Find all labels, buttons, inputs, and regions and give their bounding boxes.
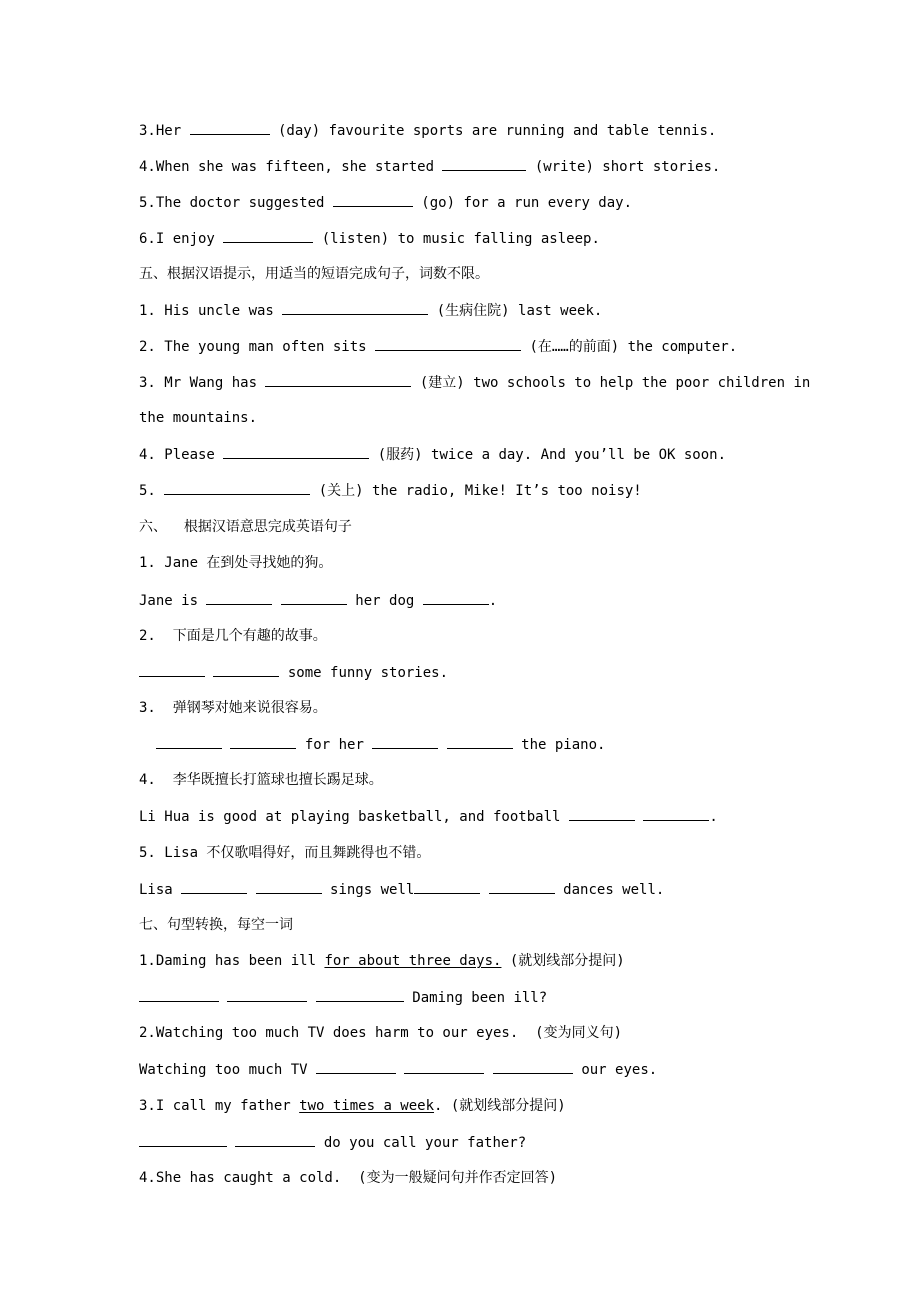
answer-blank[interactable]	[372, 734, 438, 749]
q4-6: 6.I enjoy (listen) to music falling asleep.	[139, 228, 600, 249]
answer-blank[interactable]	[493, 1059, 573, 1074]
answer-blank[interactable]	[206, 590, 272, 605]
answer-blank[interactable]	[139, 987, 219, 1002]
answer-blank[interactable]	[489, 879, 555, 894]
section-heading: 六、 根据汉语意思完成英语句子	[139, 519, 352, 535]
answer-blank[interactable]	[404, 1059, 484, 1074]
answer-blank[interactable]	[316, 987, 404, 1002]
answer-blank[interactable]	[164, 480, 310, 495]
answer-blank[interactable]	[442, 156, 526, 171]
answer-blank[interactable]	[643, 806, 709, 821]
q6-4-chinese: 4. 李华既擅长打篮球也擅长踢足球。	[139, 772, 383, 788]
q6-4-english: Li Hua is good at playing basketball, and football .	[139, 806, 718, 827]
q7-2-answer: Watching too much TV our eyes.	[139, 1059, 657, 1080]
answer-blank[interactable]	[181, 879, 247, 894]
answer-blank[interactable]	[333, 192, 413, 207]
q7-4: 4.She has caught a cold. (变为一般疑问句并作否定回答)	[139, 1170, 558, 1186]
underlined-part: two times a week	[299, 1098, 435, 1114]
answer-blank[interactable]	[223, 228, 313, 243]
answer-blank[interactable]	[569, 806, 635, 821]
section-heading: 七、句型转换，每空一词	[139, 917, 293, 933]
answer-blank[interactable]	[265, 372, 411, 387]
q6-3-english: for her the piano.	[156, 734, 605, 755]
answer-blank[interactable]	[414, 879, 480, 894]
q6-3-chinese: 3. 弹钢琴对她来说很容易。	[139, 700, 327, 716]
q7-3-answer: do you call your father?	[139, 1132, 526, 1153]
q5-1: 1. His uncle was (生病住院) last week.	[139, 300, 602, 321]
answer-blank[interactable]	[447, 734, 513, 749]
q5-5: 5. (关上) the radio, Mike! It’s too noisy!	[139, 480, 642, 501]
q5-4: 4. Please (服药) twice a day. And you’ll be OK soon.	[139, 444, 726, 465]
q4-3: 3.Her (day) favourite sports are running and table tennis.	[139, 120, 716, 141]
q7-1-answer: Daming been ill?	[139, 987, 547, 1008]
q6-1-english: Jane is her dog .	[139, 590, 497, 611]
answer-blank[interactable]	[256, 879, 322, 894]
answer-blank[interactable]	[281, 590, 347, 605]
q6-1-chinese: 1. Jane 在到处寻找她的狗。	[139, 555, 333, 571]
answer-blank[interactable]	[139, 662, 205, 677]
q6-2-chinese: 2. 下面是几个有趣的故事。	[139, 628, 327, 644]
q7-1: 1.Daming has been ill for about three days. (就划线部分提问)	[139, 953, 625, 969]
answer-blank[interactable]	[227, 987, 307, 1002]
answer-blank[interactable]	[223, 444, 369, 459]
q5-3-continued: the mountains.	[139, 410, 258, 426]
q7-2: 2.Watching too much TV does harm to our eyes. (变为同义句)	[139, 1025, 623, 1041]
q5-3: 3. Mr Wang has (建立) two schools to help the poor children in	[139, 372, 810, 393]
answer-blank[interactable]	[282, 300, 428, 315]
section-heading: 五、根据汉语提示，用适当的短语完成句子，词数不限。	[139, 266, 489, 282]
answer-blank[interactable]	[156, 734, 222, 749]
q4-4: 4.When she was fifteen, she started (write) short stories.	[139, 156, 720, 177]
answer-blank[interactable]	[235, 1132, 315, 1147]
answer-blank[interactable]	[375, 336, 521, 351]
answer-blank[interactable]	[230, 734, 296, 749]
answer-blank[interactable]	[213, 662, 279, 677]
q5-2: 2. The young man often sits (在……的前面) the computer.	[139, 336, 737, 357]
answer-blank[interactable]	[316, 1059, 396, 1074]
answer-blank[interactable]	[423, 590, 489, 605]
q7-3: 3.I call my father two times a week. (就划线部分提问)	[139, 1098, 566, 1114]
answer-blank[interactable]	[190, 120, 270, 135]
q6-2-english: some funny stories.	[139, 662, 448, 683]
q6-5-chinese: 5. Lisa 不仅歌唱得好，而且舞跳得也不错。	[139, 845, 431, 861]
underlined-part: for about three days.	[324, 953, 502, 969]
answer-blank[interactable]	[139, 1132, 227, 1147]
q4-5: 5.The doctor suggested (go) for a run every day.	[139, 192, 632, 213]
q6-5-english: Lisa sings well dances well.	[139, 879, 664, 900]
